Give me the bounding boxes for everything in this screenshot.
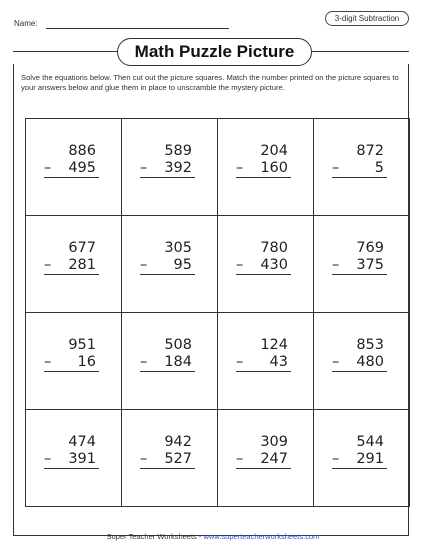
subtrahend-row (140, 451, 195, 469)
subtrahend: 247 (260, 451, 288, 467)
problem-cell (314, 216, 410, 313)
problem-cell (314, 313, 410, 410)
subtrahend: 391 (68, 451, 96, 467)
footer-link[interactable]: www.superteacherworksheets.com (203, 532, 320, 541)
minus-sign: – (44, 354, 52, 370)
minuend: 886 (68, 143, 96, 159)
problem-cell (26, 216, 122, 313)
minus-sign: – (140, 257, 148, 273)
minus-sign: – (332, 451, 340, 467)
minuend: 951 (68, 337, 96, 353)
subtrahend-row (44, 160, 99, 178)
subtrahend: 430 (260, 257, 288, 273)
minuend: 942 (164, 434, 192, 450)
subtrahend-row (44, 451, 99, 469)
minus-sign: – (236, 160, 244, 176)
minuend: 204 (260, 143, 288, 159)
subtrahend-row (332, 354, 387, 372)
subtrahend: 281 (68, 257, 96, 273)
minuend: 474 (68, 434, 96, 450)
minus-sign: – (140, 354, 148, 370)
minuend: 508 (164, 337, 192, 353)
minus-sign: – (332, 160, 340, 176)
subtrahend: 291 (356, 451, 384, 467)
minuend: 677 (68, 240, 96, 256)
subtrahend: 95 (173, 257, 192, 273)
minuend: 872 (356, 143, 384, 159)
minuend: 544 (356, 434, 384, 450)
subtrahend-row (332, 160, 387, 178)
footer (0, 532, 426, 541)
problem-cell (218, 410, 314, 507)
problem-cell (122, 119, 218, 216)
subtrahend: 184 (164, 354, 192, 370)
minus-sign: – (140, 160, 148, 176)
subtrahend: 16 (77, 354, 96, 370)
problem-cell (314, 119, 410, 216)
subtrahend-row (140, 354, 195, 372)
subtrahend: 527 (164, 451, 192, 467)
subtrahend: 5 (374, 160, 384, 176)
subtrahend-row (140, 257, 195, 275)
instructions-text: Solve the equations below. Then cut out the picture squares. Match the number printed on the picture squares to your answers below and glue them in place to unscramble the mystery picture. (21, 73, 399, 92)
minus-sign: – (44, 257, 52, 273)
minus-sign: – (44, 451, 52, 467)
subtrahend-row (140, 160, 195, 178)
minuend: 853 (356, 337, 384, 353)
problem-cell (122, 313, 218, 410)
minuend: 309 (260, 434, 288, 450)
minuend: 305 (164, 240, 192, 256)
subtrahend-row (236, 354, 291, 372)
subtrahend-row (44, 354, 99, 372)
name-label: Name: (14, 19, 38, 28)
minus-sign: – (236, 451, 244, 467)
subtrahend-row (236, 257, 291, 275)
problem-cell (122, 216, 218, 313)
minus-sign: – (44, 160, 52, 176)
subtrahend: 160 (260, 160, 288, 176)
minus-sign: – (332, 257, 340, 273)
problem-cell (314, 410, 410, 507)
minus-sign: – (236, 354, 244, 370)
problem-cell (26, 410, 122, 507)
page-title: Math Puzzle Picture (117, 38, 312, 66)
problem-grid (25, 118, 410, 507)
subtrahend: 480 (356, 354, 384, 370)
problem-cell (218, 119, 314, 216)
minus-sign: – (140, 451, 148, 467)
topic-badge: 3-digit Subtraction (325, 11, 409, 26)
minuend: 124 (260, 337, 288, 353)
subtrahend-row (236, 451, 291, 469)
problem-cell (122, 410, 218, 507)
minus-sign: – (332, 354, 340, 370)
subtrahend-row (332, 451, 387, 469)
minuend: 780 (260, 240, 288, 256)
subtrahend: 43 (269, 354, 288, 370)
problem-cell (26, 119, 122, 216)
subtrahend: 495 (68, 160, 96, 176)
subtrahend-row (332, 257, 387, 275)
name-field-line[interactable] (46, 28, 229, 29)
footer-text: Super Teacher Worksheets - (106, 532, 204, 541)
minuend: 769 (356, 240, 384, 256)
minuend: 589 (164, 143, 192, 159)
problem-cell (218, 313, 314, 410)
problem-cell (26, 313, 122, 410)
subtrahend-row (236, 160, 291, 178)
minus-sign: – (236, 257, 244, 273)
subtrahend: 375 (356, 257, 384, 273)
problem-cell (218, 216, 314, 313)
subtrahend-row (44, 257, 99, 275)
subtrahend: 392 (164, 160, 192, 176)
